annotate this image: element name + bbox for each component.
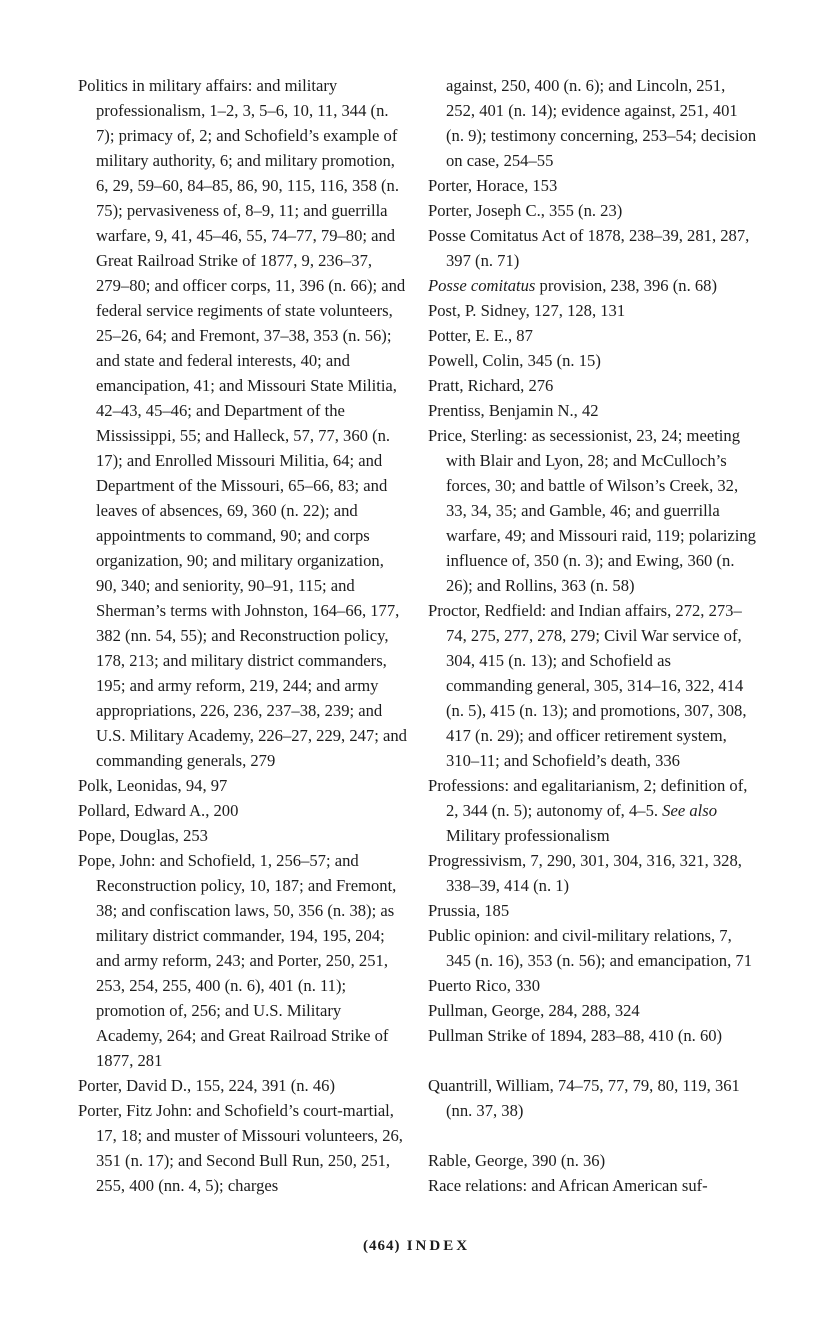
index-entry: Potter, E. E., 87 [428,326,533,345]
index-entry: Proctor, Redfield: and Indian affairs, 272, 273–74, 275, 277, 278, 279; Civil War service of, 304, 415 (n. 13); and Schofield as commanding general, 305, 314–16, 322, 414 (n. 5), 415 (n. 13); and promotions, 307, 308, 417 (n. 29); and officer retirement system, 310–11; and Schofield’s death, 336 [428,601,747,770]
index-entry [428,273,758,298]
index-entry: Prentiss, Benjamin N., 42 [428,401,599,420]
index-entry: Pullman, George, 284, 288, 324 [428,1001,640,1020]
index-entry: Race relations: and African American suf- [428,1176,708,1195]
index-column-left [78,73,408,1198]
index-entry: Pope, Douglas, 253 [78,826,208,845]
index-entry: Quantrill, William, 74–75, 77, 79, 80, 119, 361 (nn. 37, 38) [428,1076,740,1120]
index-entry-tail: Military professionalism [446,826,610,845]
index-entry-continued: against, 250, 400 (n. 6); and Lincoln, 251, 252, 401 (n. 14); evidence against, 251, 401 (n. 9); testimony concerning, 253–54; decision on case, 254–55 [446,76,757,170]
index-entry: Porter, Joseph C., 355 (n. 23) [428,201,623,220]
page-footer [0,1238,833,1255]
index-entry: Powell, Colin, 345 (n. 15) [428,351,601,370]
index-entry: Porter, David D., 155, 224, 391 (n. 46) [78,1076,335,1095]
index-entry: Pullman Strike of 1894, 283–88, 410 (n. 60) [428,1026,723,1045]
page-number: (464) [362,1238,401,1254]
index-entry: Public opinion: and civil-military relations, 7, 345 (n. 16), 353 (n. 56); and emancipation, 71 [428,926,752,970]
running-section-title: INDEX [406,1238,471,1254]
index-entry-text: Professions: and egalitarianism, 2; definition of, 2, 344 (n. 5); autonomy of, 4–5. [428,776,748,820]
index-entry: Puerto Rico, 330 [428,976,540,995]
index-entry: Pope, John: and Schofield, 1, 256–57; and Reconstruction policy, 10, 187; and Fremont, 38; and confiscation laws, 50, 356 (n. 38); as military district commander, 194, 195, 204; and army reform, 243; and Porter, 250, 251, 253, 254, 255, 400 (n. 6), 401 (n. 11); promotion of, 256; and U.S. Military Academy, 264; and Great Railroad Strike of 1877, 281 [78,851,397,1070]
index-entry: Price, Sterling: as secessionist, 23, 24; meeting with Blair and Lyon, 28; and McCulloch’s forces, 30; and battle of Wilson’s Creek, 32, 33, 34, 35; and Gamble, 46; and guerrilla warfare, 49; and Missouri raid, 119; polarizing influence of, 350 (n. 3); and Ewing, 360 (n. 26); and Rollins, 363 (n. 58) [428,426,756,595]
index-column-right [428,73,758,1198]
index-entry-italic: Posse comitatus [428,276,536,295]
index-entry: Rable, George, 390 (n. 36) [428,1151,606,1170]
index-entry: Porter, Fitz John: and Schofield’s court-martial, 17, 18; and muster of Missouri volunteers, 26, 351 (n. 17); and Second Bull Run, 250, 251, 255, 400 (nn. 4, 5); charges [78,1101,403,1195]
index-entry-text: provision, 238, 396 (n. 68) [535,276,717,295]
index-entry: Porter, Horace, 153 [428,176,558,195]
index-entry: Pratt, Richard, 276 [428,376,554,395]
index-entry: Polk, Leonidas, 94, 97 [78,776,228,795]
index-entry: Prussia, 185 [428,901,510,920]
index-entry: Post, P. Sidney, 127, 128, 131 [428,301,626,320]
index-entry: Politics in military affairs: and military professionalism, 1–2, 3, 5–6, 10, 11, 344 (n. 7); primacy of, 2; and Schofield’s example of military authority, 6; and military promotion, 6, 29, 59–60, 84–85, 86, 90, 115, 116, 358 (n. 75); pervasiveness of, 8–9, 11; and guerrilla warfare, 9, 41, 45–46, 55, 74–77, 79–80; and Great Railroad Strike of 1877, 9, 236–37, 279–80; and officer corps, 11, 396 (n. 66); and federal service regiments of state volunteers, 25–26, 64; and Fremont, 37–38, 353 (n. 56); and state and federal interests, 40; and emancipation, 41; and Missouri State Militia, 42–43, 45–46; and Department of the Mississippi, 55; and Halleck, 57, 77, 360 (n. 17); and Enrolled Missouri Militia, 64; and Department of the Missouri, 65–66, 83; and leaves of absences, 69, 360 (n. 22); and appointments to command, 90; and corps organization, 90; and military organization, 90, 340; and seniority, 90–91, 115; and Sherman’s terms with Johnston, 164–66, 177, 382 (nn. 54, 55); and Reconstruction policy, 178, 213; and military district commanders, 195; and army reform, 219, 244; and army appropriations, 226, 236, 237–38, 239; and U.S. Military Academy, 226–27, 229, 247; and commanding generals, 279 [78,76,407,770]
index-entry-italic: See also [662,801,718,820]
index-entry: Posse Comitatus Act of 1878, 238–39, 281, 287, 397 (n. 71) [428,226,750,270]
index-entry: Progressivism, 7, 290, 301, 304, 316, 321, 328, 338–39, 414 (n. 1) [428,851,742,895]
index-entry [428,773,758,848]
index-entry: Pollard, Edward A., 200 [78,801,239,820]
